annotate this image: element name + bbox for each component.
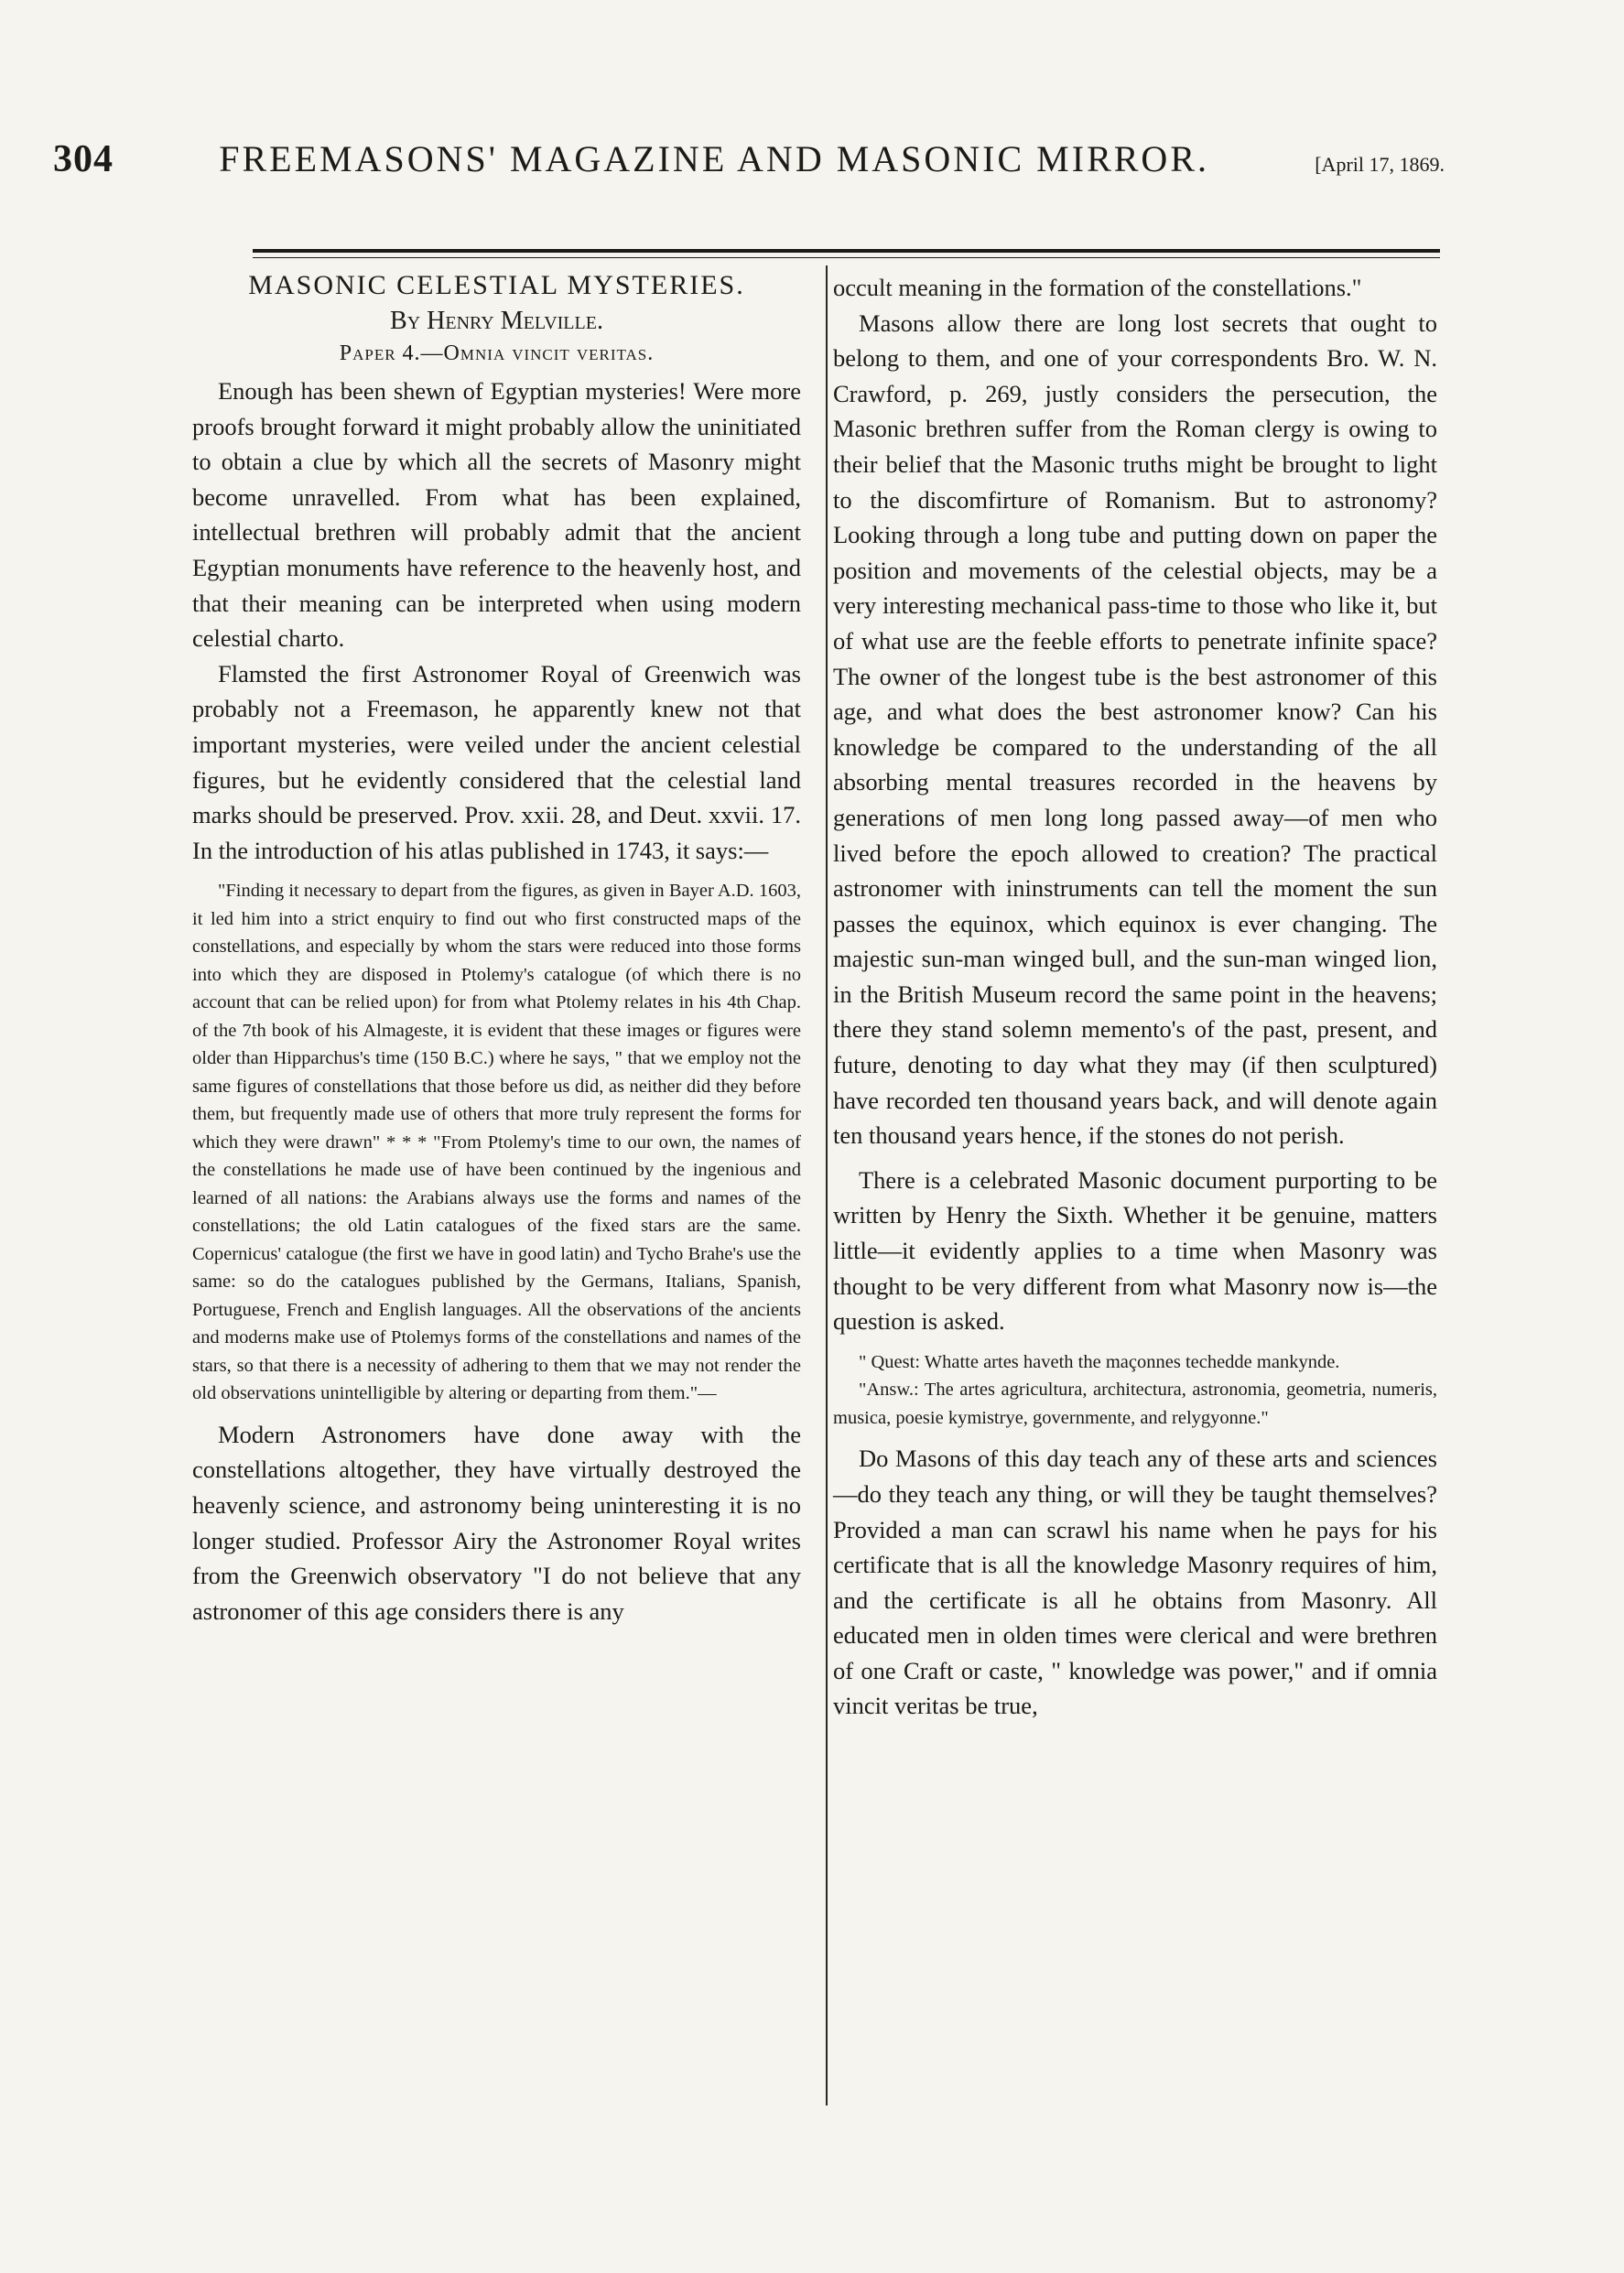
paragraph: Enough has been shewn of Egyptian mysteries! Were more proofs brought forward it might probably allow the uninitiated to obtain a clue by which all the secrets of Masonry might become unravelled. From what has been explained, intellectual brethren will probably admit that the ancient Egyptian monuments have reference to the heavenly host, and that their meaning can be interpreted when using modern celestial charto.	[192, 377, 801, 653]
header-rule	[253, 249, 1440, 253]
column-divider	[826, 265, 828, 2105]
block-quote: "Finding it necessary to depart from the figures, as given in Bayer A.D. 1603, it led him into a strict enquiry to find out who first constructed maps of the constellations, and especially by whom the stars were reduced into those forms into which they are disposed in Ptolemy's catalogue (of which there is no account that can be relied upon) for from what Ptolemy relates in his 4th Chap. of the 7th book of his Almageste, it is evident that these images or figures were older than Hipparchus's time (150 B.C.) where he says, " that we employ not the same figures of constellations that those before us did, as neither did they before them, but frequently made use of others that more truly represent the forms for which they were drawn" * * * "From Ptolemy's time to our own, the names of the constellations he made use of have been continued by the ingenious and learned of all nations: the Arabians always use the forms and names of the constellations; the old Latin catalogues of the fixed stars are the same. Copernicus' catalogue (the first we have in good latin) and Tycho Brahe's use the same: so do the catalogues published by the Germans, Italians, Spanish, Portuguese, French and English languages. All the observations of the ancients and moderns make use of Ptolemys forms of the constellations and names of the stars, so that there is a necessity of adhering to them that we may not render the old observations unintelligible by altering or departing from them."—	[192, 881, 801, 1404]
running-header	[53, 137, 1445, 192]
page-number: 304	[53, 138, 114, 180]
paragraph: Masons allow there are long lost secrets that ought to belong to them, and one of your correspondents Bro. W. N. Crawford, p. 269, justly considers the persecution, the Masonic brethren suffer from the Roman clergy is owing to their belief that the Masonic truths might be brought to light to the discomfirture of Romanism. But to astronomy? Looking through a long tube and putting down on paper the position and movements of the celestial objects, may be a very interesting mechanical pass-time to those who like it, but of what use are the feeble efforts to penetrate infinite space? The owner of the longest tube is the best astronomer of this age, and what does the best astronomer know? Can his knowledge be compared to the understanding of the all absorbing mental treasures recorded in the heavens by generations of men long long passed away—of men who lived before the epoch allowed to creation? The practical astronomer with ininstruments can tell the moment the sun passes the equinox, which equinox is ever changing. The majestic sun-man winged bull, and the sun-man winged lion, in the British Museum record the same point in the heavens; there they stand solemn memento's of the past, present, and future, denoting to day what they may (if then sculptured) have recorded ten thousand years back, and will denote again ten thousand years hence, if the stones do not perish.	[833, 308, 1437, 1150]
header-rule-thin	[253, 257, 1440, 258]
paragraph: Modern Astronomers have done away with the constellations altogether, they have virtually destroyed the heavenly science, and astronomy being uninteresting it is no longer studied. Professor Airy the Astronomer Royal writes from the Greenwich observatory "I do not believe that any astronomer of this age considers there is any	[192, 1420, 801, 1625]
issue-date: [April 17, 1869.	[1315, 153, 1445, 176]
paragraph: Flamsted the first Astronomer Royal of Greenwich was probably not a Freemason, he apparently knew not that important mysteries, were veiled under the ancient celestial figures, but he evidently considered that the celestial land marks should be preserved. Prov. xxii. 28, and Deut. xxvii. 17. In the introduction of his atlas published in 1743, it says:—	[192, 659, 801, 864]
article-byline: By Henry Melville.	[390, 307, 603, 335]
article-subtitle: Paper 4.—Omnia vincit veritas.	[339, 341, 655, 365]
publication-title: FREEMASONS' MAGAZINE AND MASONIC MIRROR.	[219, 138, 1209, 179]
paragraph: There is a celebrated Masonic document purporting to be written by Henry the Sixth. Whether it be genuine, matters little—it evidently applies to a time when Masonry was thought to be very different from what Masonry now is—the question is asked.	[833, 1165, 1437, 1336]
block-quote: " Quest: Whatte artes haveth the maçonnes techedde mankynde.	[859, 1351, 1340, 1372]
right-column	[833, 270, 1437, 1724]
block-quote: "Answ.: The artes agricultura, architectura, astronomia, geometria, numeris, musica, poesie kymistrye, governmente, and relygyonne."	[833, 1380, 1437, 1428]
paragraph: Do Masons of this day teach any of these arts and sciences—do they teach any thing, or will they be taught themselves? Provided a man can scrawl his name when he pays for his certificate that is all the knowledge Masonry requires of him, and the certificate is all he obtains from Masonry. All educated men in olden times were clerical and were brethren of one Craft or caste, " knowledge was power," and if omnia vincit veritas be true,	[833, 1445, 1437, 1720]
article-title: MASONIC CELESTIAL MYSTERIES.	[248, 270, 745, 300]
left-column	[192, 270, 801, 1629]
paragraph: occult meaning in the formation of the constellations."	[833, 274, 1362, 301]
